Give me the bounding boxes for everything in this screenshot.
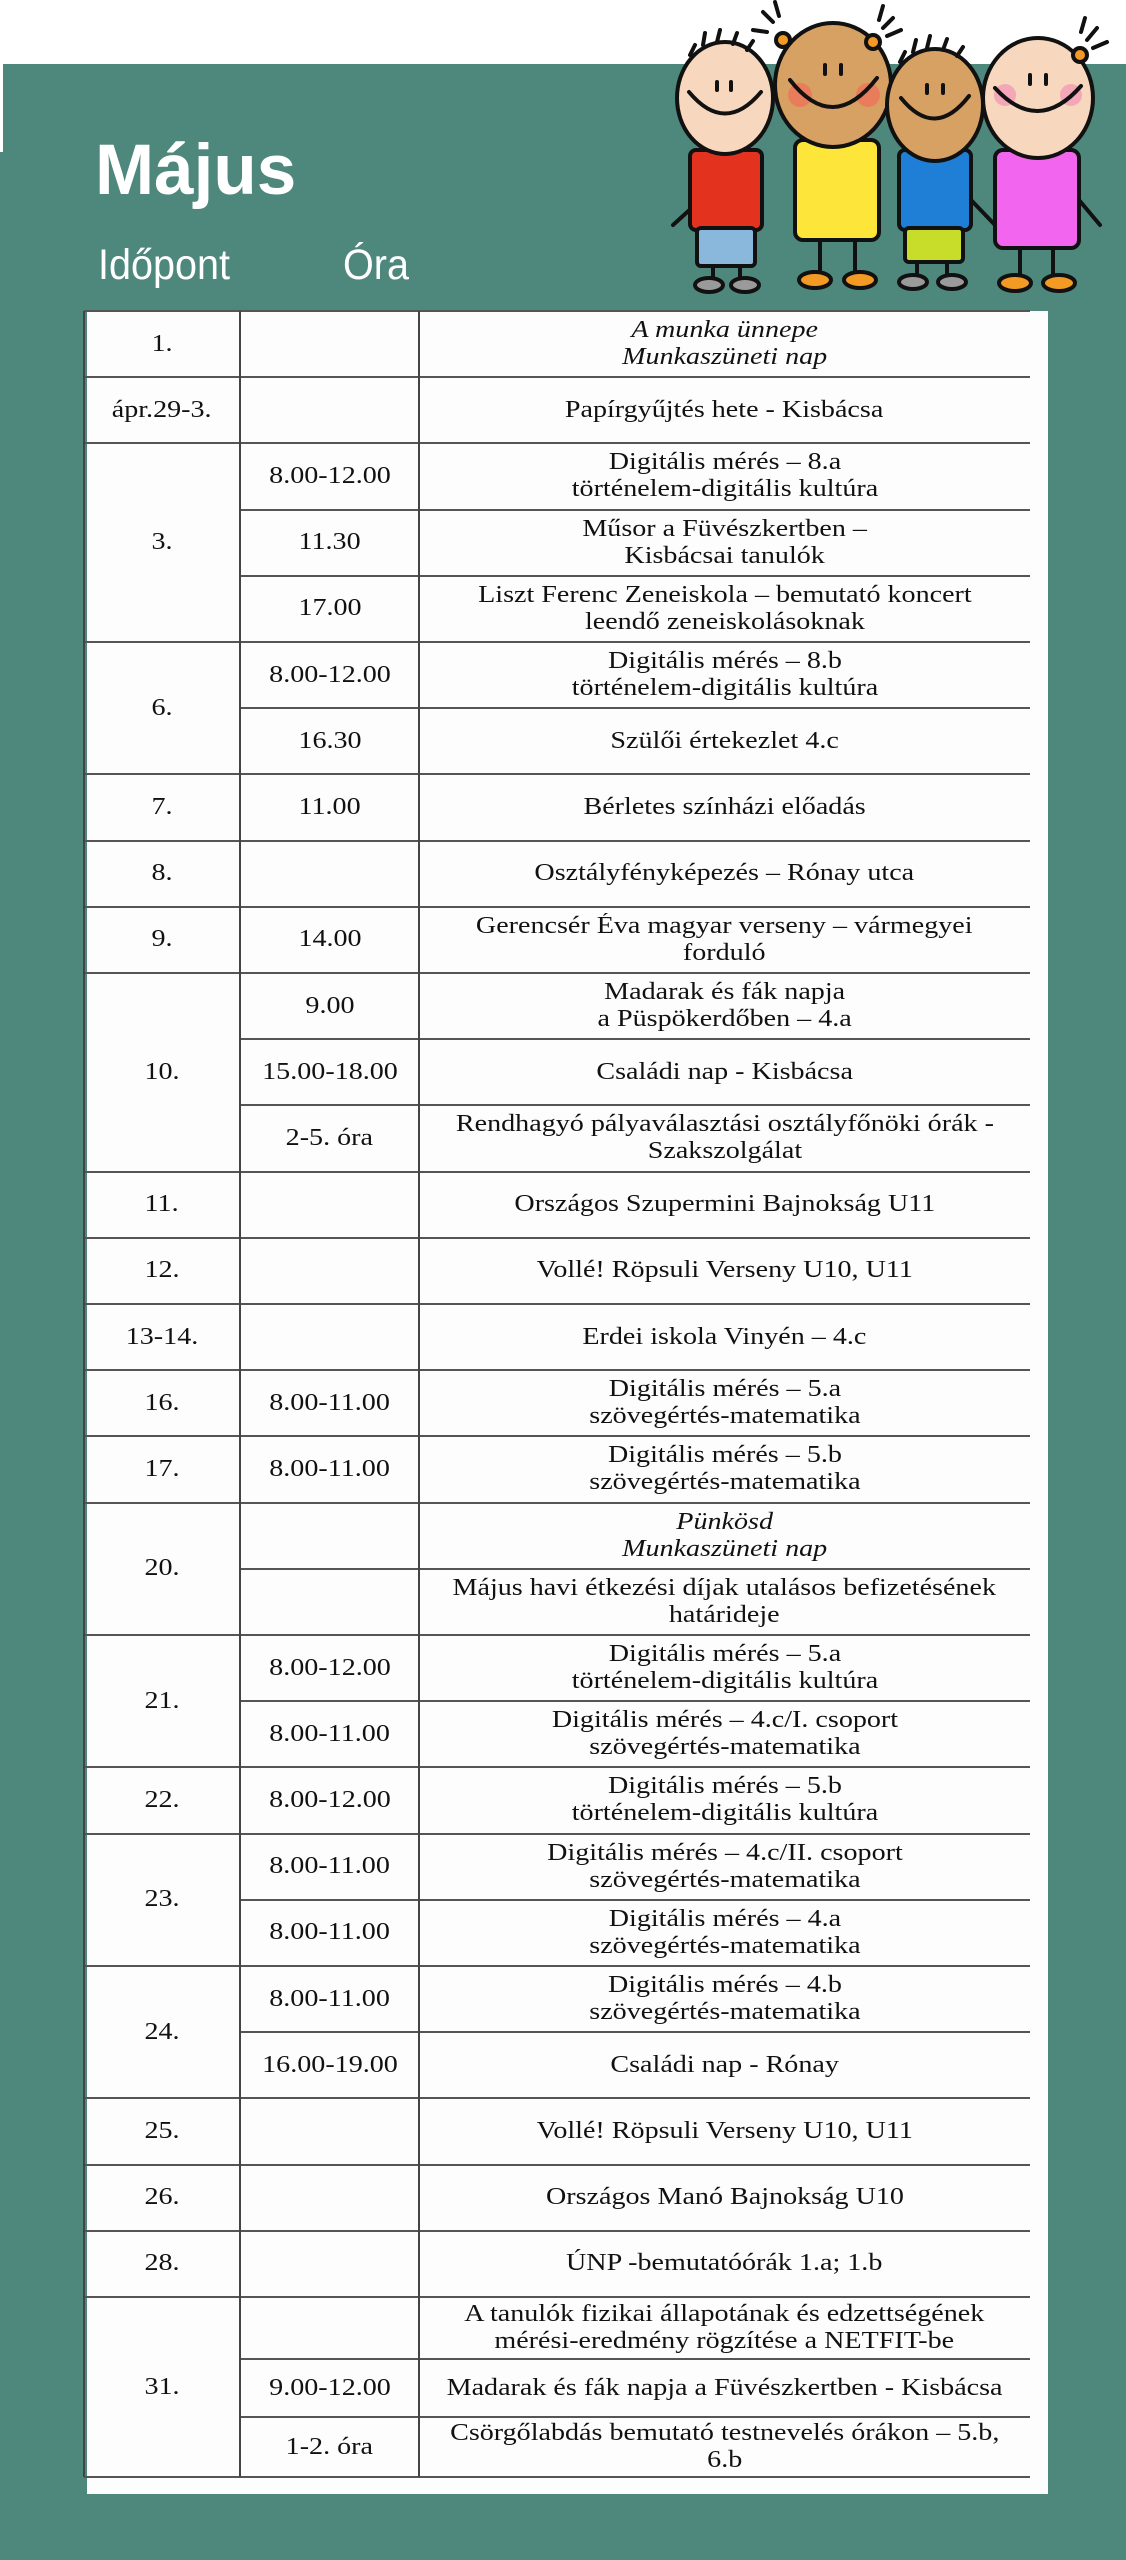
time-cell	[240, 1238, 419, 1304]
time-cell	[240, 576, 419, 642]
time-cell	[240, 2032, 419, 2098]
event-cell-text	[514, 1191, 935, 1218]
page-title: Május	[95, 131, 297, 210]
day-cell-text: 22.	[144, 1786, 180, 1813]
event-cell	[419, 973, 1030, 1039]
event-cell	[419, 311, 1030, 377]
time-cell-text: 17.00	[297, 595, 362, 622]
event-cell-text	[546, 2184, 904, 2211]
day-cell	[84, 2165, 240, 2231]
text-line: Rendhagyó pályaválasztási osztályfőnöki órák -	[455, 1111, 994, 1138]
event-cell-text	[589, 1376, 860, 1430]
time-cell	[240, 2165, 419, 2231]
text-line: történelem-digitális kultúra	[571, 675, 878, 702]
time-cell	[240, 1304, 419, 1370]
event-cell	[419, 1900, 1030, 1966]
text-line: Munkaszüneti nap	[621, 344, 828, 371]
day-cell	[84, 1767, 240, 1833]
row-divider	[84, 2476, 1030, 2478]
day-cell	[84, 774, 240, 840]
text-line: Digitális mérés – 4.a	[608, 1905, 841, 1932]
time-cell	[240, 311, 419, 377]
event-cell	[419, 377, 1030, 443]
day-cell	[84, 1834, 240, 1966]
event-cell	[419, 642, 1030, 708]
event-cell	[419, 2098, 1030, 2164]
text-line: a Püspökerdőben – 4.a	[597, 1006, 852, 1033]
time-cell-text: 8.00-11.00	[269, 1985, 390, 2012]
text-line: Műsor a Füvészkertben –	[582, 515, 867, 542]
text-line: leendő zeneiskolásoknak	[584, 608, 865, 635]
event-cell-text	[565, 397, 883, 424]
text-line: történelem-digitális kultúra	[571, 1800, 878, 1827]
time-cell-text: 8.00-11.00	[269, 1720, 390, 1747]
event-cell-text	[583, 794, 865, 821]
text-line: Madarak és fák napja	[604, 979, 845, 1006]
event-cell	[419, 576, 1030, 642]
event-cell	[419, 443, 1030, 509]
text-line: ÚNP -bemutatóórák 1.a; 1.b	[566, 2250, 883, 2277]
event-cell-text	[582, 516, 867, 570]
event-cell-text	[547, 1840, 903, 1894]
event-cell	[419, 1436, 1030, 1502]
time-cell	[240, 1503, 419, 1569]
column-header-idopont: Időpont	[98, 241, 230, 289]
time-cell-text: 11.00	[298, 793, 361, 820]
event-cell	[419, 1701, 1030, 1767]
event-cell	[419, 1172, 1030, 1238]
text-line: Családi nap - Rónay	[610, 2051, 839, 2078]
day-cell-text: 16.	[144, 1389, 180, 1416]
time-cell	[240, 1569, 419, 1635]
day-cell	[84, 642, 240, 774]
text-line: határideje	[669, 1601, 780, 1628]
event-cell-text	[589, 1906, 860, 1960]
day-cell	[84, 1503, 240, 1635]
text-line: szövegértés-matematika	[588, 1932, 861, 1959]
text-line: Digitális mérés – 5.b	[607, 1773, 842, 1800]
event-cell	[419, 2231, 1030, 2297]
text-line: Országos Manó Bajnokság U10	[545, 2184, 904, 2211]
text-line: Digitális mérés – 4.b	[607, 1972, 842, 1999]
event-cell-text	[571, 648, 877, 702]
text-line: Erdei iskola Vinyén – 4.c	[582, 1323, 867, 1350]
day-cell-text: 25.	[144, 2117, 180, 2144]
time-cell	[240, 2417, 419, 2477]
time-cell	[240, 642, 419, 708]
time-cell	[240, 907, 419, 973]
event-cell	[419, 1503, 1030, 1569]
text-line: Gerencsér Éva magyar verseny – vármegyei	[476, 912, 973, 939]
event-cell-text	[455, 1111, 993, 1165]
event-cell	[419, 2165, 1030, 2231]
text-line: Pünkösd	[676, 1508, 773, 1535]
text-line: mérési-eredmény rögzítése a NETFIT-be	[494, 2328, 955, 2354]
event-cell	[419, 1238, 1030, 1304]
day-cell	[84, 1172, 240, 1238]
event-cell	[419, 841, 1030, 907]
column-divider	[418, 311, 420, 2477]
time-cell	[240, 1767, 419, 1833]
time-cell	[240, 1105, 419, 1171]
time-cell-text: 16.30	[297, 727, 362, 754]
time-cell-text: 9.00-12.00	[268, 2374, 391, 2401]
time-cell	[240, 841, 419, 907]
event-cell-text	[536, 2118, 912, 2145]
time-cell	[240, 1635, 419, 1701]
text-line: szövegértés-matematika	[588, 1734, 861, 1761]
time-cell	[240, 1900, 419, 1966]
text-line: Digitális mérés – 5.b	[607, 1442, 842, 1469]
day-cell-text: 11.	[144, 1191, 180, 1218]
event-cell	[419, 2359, 1030, 2417]
event-cell	[419, 1370, 1030, 1436]
day-cell-text: 28.	[144, 2250, 180, 2277]
text-line: történelem-digitális kultúra	[571, 476, 878, 503]
day-cell	[84, 443, 240, 642]
day-cell-text: 31.	[144, 2373, 180, 2400]
time-cell-text: 16.00-19.00	[261, 2051, 398, 2078]
text-line: Szakszolgálat	[647, 1138, 802, 1165]
day-cell-text: 24.	[144, 2018, 180, 2045]
day-cell-text: 6.	[151, 694, 173, 721]
time-cell-text: 8.00-12.00	[268, 462, 391, 489]
time-cell-text: 8.00-11.00	[269, 1919, 390, 1946]
day-cell	[84, 2231, 240, 2297]
time-cell	[240, 1370, 419, 1436]
text-line: A munka ünnepe	[631, 317, 818, 344]
time-cell	[240, 2297, 419, 2359]
text-line: szövegértés-matematika	[588, 1469, 861, 1496]
column-header-ora: Óra	[343, 241, 409, 289]
event-cell-text	[622, 317, 827, 371]
text-line: Május havi étkezési díjak utalásos befizetésének	[452, 1574, 997, 1601]
time-cell	[240, 774, 419, 840]
event-cell-text	[447, 2375, 1003, 2402]
event-cell-text	[571, 1773, 877, 1827]
event-cell	[419, 1304, 1030, 1370]
text-line: Madarak és fák napja a Füvészkertben - Kisbácsa	[446, 2374, 1003, 2401]
day-cell	[84, 1370, 240, 1436]
text-line: Országos Szupermini Bajnokság U11	[514, 1191, 935, 1218]
time-cell	[240, 510, 419, 576]
day-cell-text: 1.	[151, 330, 173, 357]
time-cell	[240, 1966, 419, 2032]
time-cell	[240, 1834, 419, 1900]
event-cell-text	[596, 1059, 853, 1086]
event-cell-text	[450, 2420, 999, 2474]
text-line: Digitális mérés – 8.b	[607, 648, 842, 675]
text-line: Digitális mérés – 5.a	[608, 1376, 841, 1403]
event-cell	[419, 774, 1030, 840]
event-cell-text	[566, 2250, 882, 2277]
event-cell	[419, 1105, 1030, 1171]
day-cell-text: 17.	[144, 1455, 180, 1482]
day-cell	[84, 907, 240, 973]
day-cell-text: 21.	[144, 1687, 180, 1714]
day-cell-text: 9.	[151, 926, 173, 953]
event-cell	[419, 2417, 1030, 2477]
day-cell-text: ápr.29-3.	[112, 396, 212, 423]
event-cell	[419, 1635, 1030, 1701]
day-cell	[84, 973, 240, 1172]
day-cell-text: 26.	[144, 2184, 180, 2211]
event-cell	[419, 907, 1030, 973]
time-cell	[240, 1172, 419, 1238]
time-cell-text: 8.00-12.00	[268, 661, 391, 688]
event-cell	[419, 1039, 1030, 1105]
text-line: Osztályfényképezés – Rónay utca	[534, 860, 915, 887]
day-cell	[84, 2297, 240, 2477]
day-cell-text: 12.	[144, 1257, 180, 1284]
event-cell-text	[476, 913, 973, 967]
event-cell-text	[453, 1575, 996, 1629]
text-line: Munkaszüneti nap	[621, 1535, 828, 1562]
event-cell-text	[535, 860, 915, 887]
time-cell-text: 2-5. óra	[285, 1124, 374, 1151]
time-cell-text: 9.00	[304, 992, 355, 1019]
event-cell	[419, 1834, 1030, 1900]
event-cell-text	[582, 1324, 866, 1351]
event-cell-text	[551, 1707, 897, 1761]
time-cell	[240, 1701, 419, 1767]
day-cell	[84, 1238, 240, 1304]
text-line: Vollé! Röpsuli Verseny U10, U11	[536, 2117, 913, 2144]
time-cell	[240, 443, 419, 509]
time-cell	[240, 973, 419, 1039]
text-line: Liszt Ferenc Zeneiskola – bemutató koncert	[477, 581, 972, 608]
text-line: Vollé! Röpsuli Verseny U10, U11	[536, 1257, 913, 1284]
day-cell	[84, 311, 240, 377]
event-cell-text	[589, 1442, 860, 1496]
time-cell	[240, 2231, 419, 2297]
day-cell	[84, 1436, 240, 1502]
day-cell	[84, 1635, 240, 1767]
time-cell-text: 1-2. óra	[285, 2433, 374, 2460]
day-cell-text: 20.	[144, 1555, 180, 1582]
time-cell-text: 8.00-12.00	[268, 1654, 391, 1681]
text-line: Papírgyűjtés hete - Kisbácsa	[565, 396, 884, 423]
event-cell-text	[478, 582, 972, 636]
text-line: Bérletes színházi előadás	[583, 793, 866, 820]
text-line: Szülői értekezlet 4.c	[610, 727, 839, 754]
text-line: A tanulók fizikai állapotának és edzettségének	[464, 2301, 985, 2327]
event-cell-text	[610, 2052, 838, 2079]
column-divider	[239, 311, 241, 2477]
day-cell-text: 13-14.	[125, 1323, 199, 1350]
time-cell-text: 8.00-11.00	[269, 1455, 390, 1482]
event-cell-text	[464, 2301, 984, 2355]
text-line: Csörgőlabdás bemutató testnevelés órákon – 5.b,	[449, 2420, 1000, 2446]
event-cell	[419, 1966, 1030, 2032]
time-cell	[240, 377, 419, 443]
text-line: Kisbácsai tanulók	[624, 542, 825, 569]
time-cell-text: 14.00	[297, 926, 362, 953]
event-cell	[419, 1767, 1030, 1833]
time-cell	[240, 708, 419, 774]
day-cell-text: 7.	[151, 793, 173, 820]
time-cell	[240, 2098, 419, 2164]
time-cell-text: 8.00-11.00	[269, 1853, 390, 1880]
time-cell	[240, 1436, 419, 1502]
event-cell	[419, 2032, 1030, 2098]
event-cell	[419, 1569, 1030, 1635]
day-cell	[84, 377, 240, 443]
time-cell-text: 8.00-12.00	[268, 1786, 391, 1813]
text-line: 6.b	[706, 2447, 743, 2473]
day-cell-text: 10.	[144, 1058, 180, 1085]
event-cell	[419, 510, 1030, 576]
event-cell-text	[571, 1641, 877, 1695]
text-line: Digitális mérés – 5.a	[608, 1641, 841, 1668]
time-cell-text: 11.30	[298, 529, 361, 556]
text-line: forduló	[683, 939, 766, 966]
text-line: szövegértés-matematika	[588, 1866, 861, 1893]
day-cell	[84, 1966, 240, 2098]
column-divider	[83, 311, 85, 2477]
event-cell-text	[597, 979, 851, 1033]
event-cell-text	[622, 1509, 827, 1563]
event-cell	[419, 708, 1030, 774]
event-cell-text	[536, 1257, 912, 1284]
day-cell	[84, 2098, 240, 2164]
time-cell-text: 8.00-11.00	[269, 1389, 390, 1416]
time-cell	[240, 2359, 419, 2417]
day-cell-text: 23.	[144, 1886, 180, 1913]
event-cell	[419, 2297, 1030, 2359]
text-line: Digitális mérés – 4.c/I. csoport	[551, 1707, 898, 1734]
event-cell-text	[571, 449, 877, 503]
day-cell-text: 8.	[151, 860, 173, 887]
text-line: Digitális mérés – 8.a	[608, 449, 841, 476]
day-cell	[84, 841, 240, 907]
text-line: Családi nap - Kisbácsa	[596, 1058, 853, 1085]
text-line: szövegértés-matematika	[588, 1403, 861, 1430]
event-cell-text	[589, 1972, 860, 2026]
text-line: Digitális mérés – 4.c/II. csoport	[546, 1839, 903, 1866]
day-cell-text: 3.	[151, 529, 173, 556]
event-cell-text	[610, 728, 838, 755]
text-line: szövegértés-matematika	[588, 1999, 861, 2026]
time-cell-text: 15.00-18.00	[261, 1058, 398, 1085]
text-line: történelem-digitális kultúra	[571, 1668, 878, 1695]
day-cell	[84, 1304, 240, 1370]
time-cell	[240, 1039, 419, 1105]
